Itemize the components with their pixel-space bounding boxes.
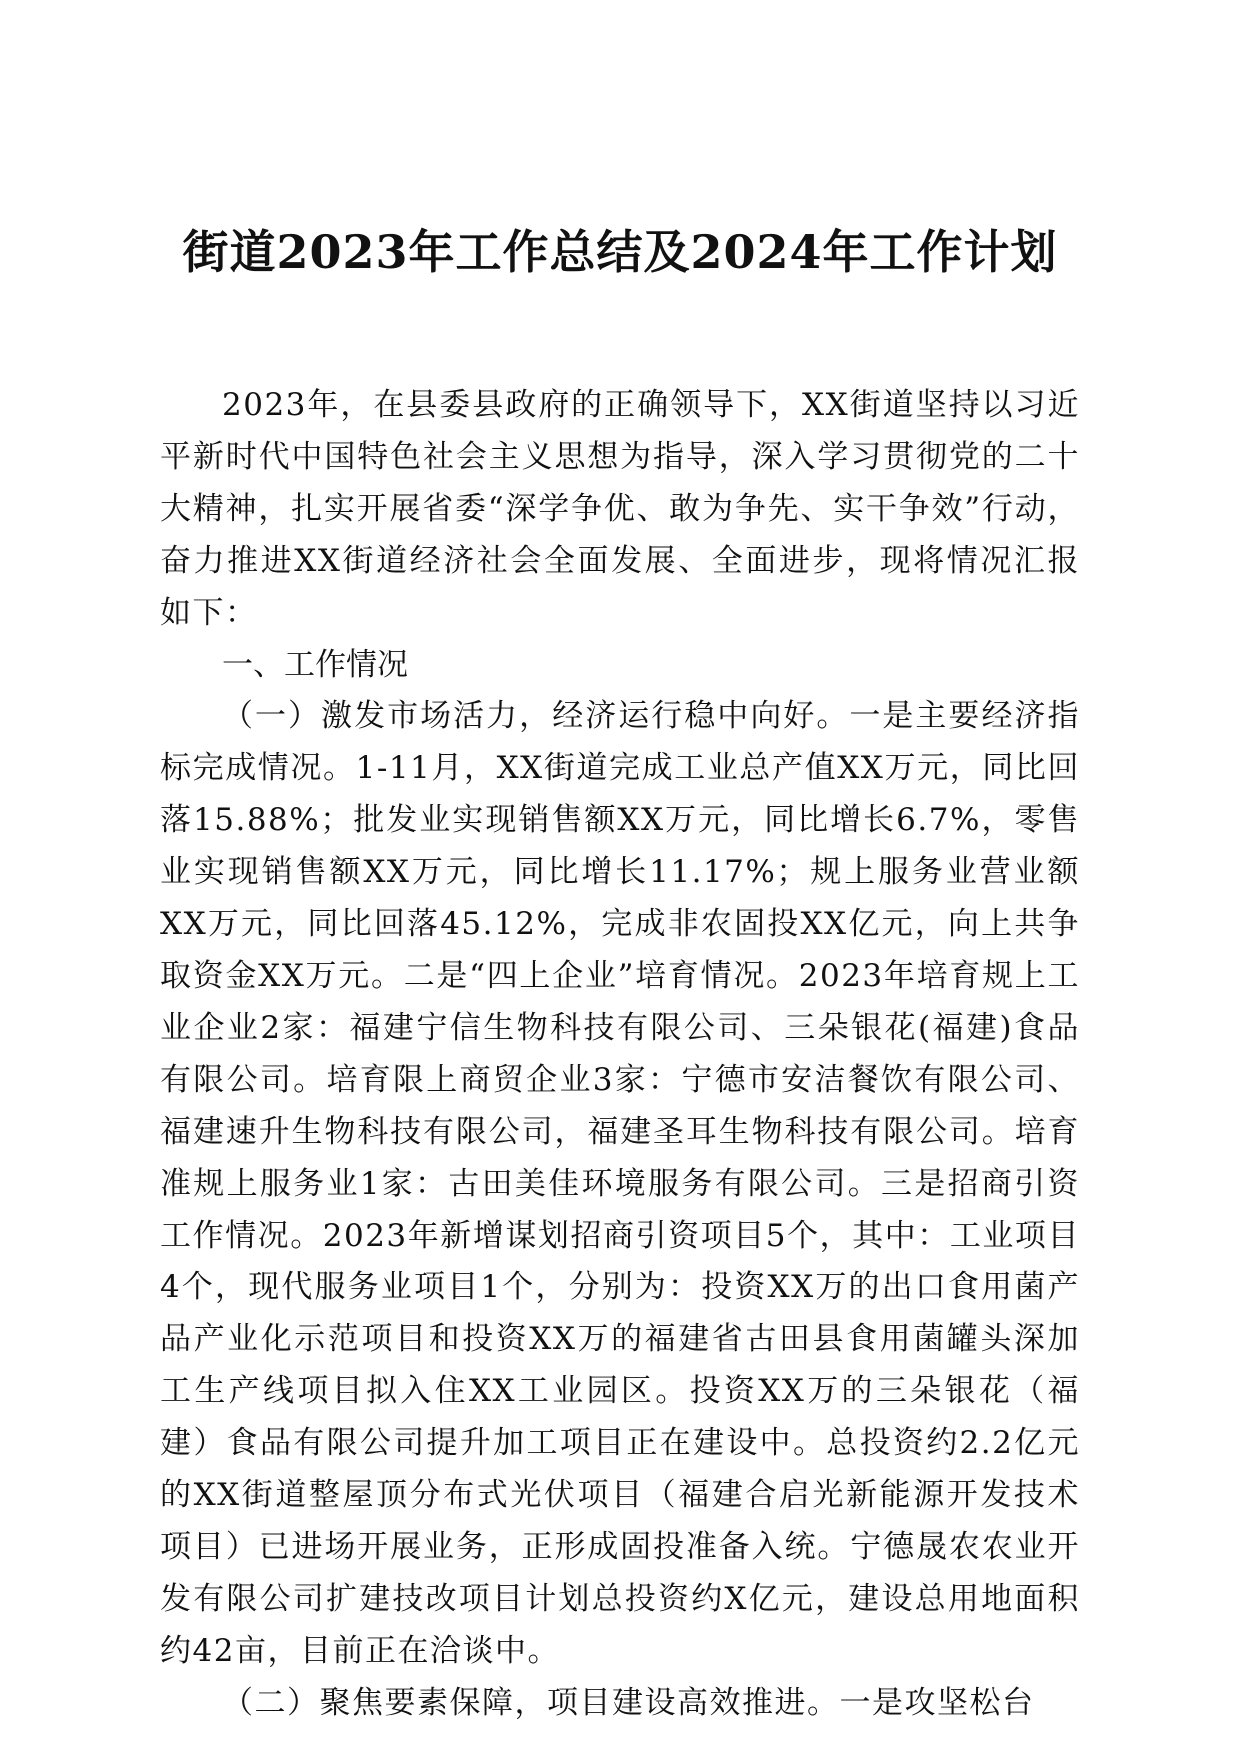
document-title: 街道2023年工作总结及2024年工作计划 [182,225,1058,279]
paragraph-factor-guarantee: （二）聚焦要素保障，项目建设高效推进。一是攻坚松台 [222,1684,1035,1721]
document-body [160,380,1080,1730]
section-heading-work-status: 一、工作情况 [222,646,408,683]
intro-paragraph: 2023年，在县委县政府的正确领导下，XX街道坚持以习近平新时代中国特色社会主义思想为指导，深入学习贯彻党的二十大精神，扎实开展省委“深学争优、敢为争先、实干争效”行动，奋力推进XX街道经济社会全面发展、全面进步，现将情况汇报如下： [160,387,1080,631]
paragraph-market-vitality: （一）激发市场活力，经济运行稳中向好。一是主要经济指标完成情况。1-11月，XX街道完成工业总产值XX万元，同比回落15.88%；批发业实现销售额XX万元，同比增长6.7%，零售业实现销售额XX万元，同比增长11.17%；规上服务业营业额XX万元，同比回落45.12%，完成非农固投XX亿元，向上共争取资金XX万元。二是“四上企业”培育情况。2023年培育规上工业企业2家：福建宁信生物科技有限公司、三朵银花(福建)食品有限公司。培育限上商贸企业3家：宁德市安洁餐饮有限公司、福建速升生物科技有限公司，福建圣耳生物科技有限公司。培育准规上服务业1家：古田美佳环境服务有限公司。三是招商引资工作情况。2023年新增谋划招商引资项目5个，其中：工业项目4个，现代服务业项目1个，分别为：投资XX万的出口食用菌产品产业化示范项目和投资XX万的福建省古田县食用菌罐头深加工生产线项目拟入住XX工业园区。投资XX万的三朵银花（福建）食品有限公司提升加工项目正在建设中。总投资约2.2亿元的XX街道整屋顶分布式光伏项目（福建合启光新能源开发技术项目）已进场开展业务，正形成固投准备入统。宁德晟农农业开发有限公司扩建技改项目计划总投资约X亿元，建设总用地面积约42亩，目前正在洽谈中。 [160,698,1080,1669]
